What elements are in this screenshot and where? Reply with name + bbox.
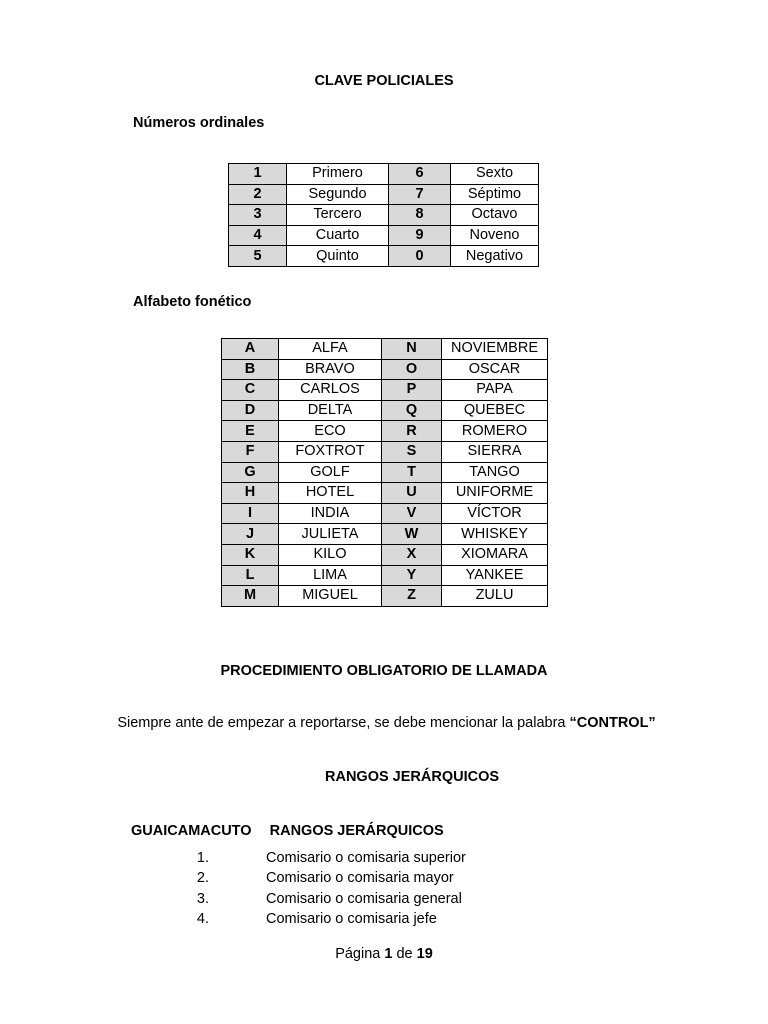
ranks-sub-left: GUAICAMACUTO — [131, 823, 252, 839]
phonetic-row — [222, 524, 548, 545]
ranks-heading: RANGOS JERÁRQUICOS — [325, 769, 500, 785]
phonetic-letter-cell: E — [222, 421, 279, 442]
rank-list-item — [195, 891, 595, 911]
ordinals-row — [229, 184, 539, 205]
ordinal-number-cell: 1 — [229, 164, 287, 185]
ordinal-number-cell: 9 — [389, 225, 451, 246]
phonetic-word-cell: PAPA — [442, 380, 548, 401]
phonetic-letter-cell: F — [222, 441, 279, 462]
page-total: 19 — [416, 946, 433, 962]
phonetic-word-cell: INDIA — [279, 503, 382, 524]
phonetic-row — [222, 503, 548, 524]
phonetic-row — [222, 380, 548, 401]
rank-text: Comisario o comisaria superior — [266, 850, 466, 866]
ordinal-word-cell: Cuarto — [287, 225, 389, 246]
ordinal-number-cell: 5 — [229, 246, 287, 267]
ordinal-word-cell: Negativo — [451, 246, 539, 267]
phonetic-word-cell: TANGO — [442, 462, 548, 483]
ordinal-word-cell: Séptimo — [451, 184, 539, 205]
phonetic-letter-cell: P — [382, 380, 442, 401]
phonetic-letter-cell: A — [222, 339, 279, 360]
ordinal-number-cell: 4 — [229, 225, 287, 246]
ordinals-row — [229, 164, 539, 185]
phonetic-letter-cell: V — [382, 503, 442, 524]
phonetic-row — [222, 586, 548, 607]
ranks-list — [195, 850, 595, 940]
ordinal-number-cell: 7 — [389, 184, 451, 205]
phonetic-row — [222, 483, 548, 504]
phonetic-letter-cell: Q — [382, 400, 442, 421]
phonetic-letter-cell: Y — [382, 565, 442, 586]
phonetic-word-cell: BRAVO — [279, 359, 382, 380]
ordinal-number-cell: 3 — [229, 205, 287, 226]
phonetic-letter-cell: N — [382, 339, 442, 360]
ordinal-word-cell: Noveno — [451, 225, 539, 246]
phonetic-word-cell: ECO — [279, 421, 382, 442]
phonetic-letter-cell: I — [222, 503, 279, 524]
ordinal-word-cell: Octavo — [451, 205, 539, 226]
rank-text: Comisario o comisaria general — [266, 890, 462, 907]
ordinal-number-cell: 6 — [389, 164, 451, 185]
ordinal-number-cell: 2 — [229, 184, 287, 205]
ordinals-row — [229, 246, 539, 267]
phonetic-row — [222, 441, 548, 462]
phonetic-word-cell: VÍCTOR — [442, 503, 548, 524]
rank-number: 1. — [196, 850, 209, 866]
phonetic-heading: Alfabeto fonético — [133, 294, 252, 310]
ordinal-word-cell: Tercero — [287, 205, 389, 226]
phonetic-word-cell: ZULU — [442, 586, 548, 607]
ordinal-word-cell: Sexto — [451, 164, 539, 185]
phonetic-word-cell: SIERRA — [442, 441, 548, 462]
phonetic-word-cell: FOXTROT — [279, 441, 382, 462]
ranks-sub-right: RANGOS JERÁRQUICOS — [269, 823, 444, 839]
phonetic-word-cell: OSCAR — [442, 359, 548, 380]
phonetic-row — [222, 339, 548, 360]
phonetic-word-cell: UNIFORME — [442, 483, 548, 504]
phonetic-letter-cell: K — [222, 544, 279, 565]
ranks-subheading — [131, 823, 444, 839]
phonetic-letter-cell: X — [382, 544, 442, 565]
phonetic-word-cell: ROMERO — [442, 421, 548, 442]
phonetic-letter-cell: B — [222, 359, 279, 380]
phonetic-letter-cell: O — [382, 359, 442, 380]
phonetic-word-cell: WHISKEY — [442, 524, 548, 545]
rank-list-item — [195, 911, 595, 931]
ordinals-row — [229, 205, 539, 226]
phonetic-row — [222, 359, 548, 380]
phonetic-word-cell: ALFA — [279, 339, 382, 360]
phonetic-letter-cell: L — [222, 565, 279, 586]
page-number: 1 — [384, 946, 393, 962]
phonetic-row — [222, 462, 548, 483]
phonetic-letter-cell: R — [382, 421, 442, 442]
phonetic-letter-cell: D — [222, 400, 279, 421]
rank-text: Comisario o comisaria mayor — [266, 870, 454, 887]
page-footer — [0, 946, 768, 962]
phonetic-row — [222, 421, 548, 442]
phonetic-letter-cell: M — [222, 586, 279, 607]
phonetic-word-cell: GOLF — [279, 462, 382, 483]
phonetic-word-cell: HOTEL — [279, 483, 382, 504]
phonetic-word-cell: NOVIEMBRE — [442, 339, 548, 360]
of-label: de — [396, 946, 413, 962]
phonetic-word-cell: MIGUEL — [279, 586, 382, 607]
phonetic-word-cell: LIMA — [279, 565, 382, 586]
phonetic-letter-cell: J — [222, 524, 279, 545]
phonetic-word-cell: QUEBEC — [442, 400, 548, 421]
ordinal-word-cell: Segundo — [287, 184, 389, 205]
document-title: CLAVE POLICIALES — [314, 73, 454, 89]
phonetic-letter-cell: U — [382, 483, 442, 504]
phonetic-letter-cell: G — [222, 462, 279, 483]
rank-number: 3. — [196, 890, 209, 907]
rank-list-item — [195, 870, 595, 890]
phonetic-word-cell: JULIETA — [279, 524, 382, 545]
phonetic-word-cell: CARLOS — [279, 380, 382, 401]
procedure-heading: PROCEDIMIENTO OBLIGATORIO DE LLAMADA — [220, 663, 548, 679]
rank-number: 4. — [196, 910, 209, 927]
ordinal-number-cell: 8 — [389, 205, 451, 226]
ordinals-table — [228, 163, 539, 267]
phonetic-letter-cell: S — [382, 441, 442, 462]
procedure-keyword: “CONTROL” — [569, 715, 656, 731]
phonetic-letter-cell: H — [222, 483, 279, 504]
phonetic-word-cell: XIOMARA — [442, 544, 548, 565]
ordinals-heading: Números ordinales — [133, 115, 265, 131]
ordinals-row — [229, 225, 539, 246]
phonetic-letter-cell: Z — [382, 586, 442, 607]
phonetic-letter-cell: W — [382, 524, 442, 545]
phonetic-word-cell: DELTA — [279, 400, 382, 421]
phonetic-alphabet-table — [221, 338, 548, 607]
ordinal-word-cell: Quinto — [287, 246, 389, 267]
phonetic-row — [222, 544, 548, 565]
procedure-paragraph — [0, 715, 768, 731]
phonetic-row — [222, 565, 548, 586]
phonetic-word-cell: YANKEE — [442, 565, 548, 586]
rank-text: Comisario o comisaria jefe — [266, 910, 437, 927]
rank-list-item — [195, 850, 595, 870]
procedure-text: Siempre ante de empezar a reportarse, se debe mencionar la palabra — [117, 715, 566, 731]
phonetic-letter-cell: C — [222, 380, 279, 401]
ordinal-word-cell: Primero — [287, 164, 389, 185]
ordinal-number-cell: 0 — [389, 246, 451, 267]
phonetic-word-cell: KILO — [279, 544, 382, 565]
rank-number: 2. — [196, 870, 209, 887]
phonetic-row — [222, 400, 548, 421]
phonetic-letter-cell: T — [382, 462, 442, 483]
page-label: Página — [335, 946, 381, 962]
